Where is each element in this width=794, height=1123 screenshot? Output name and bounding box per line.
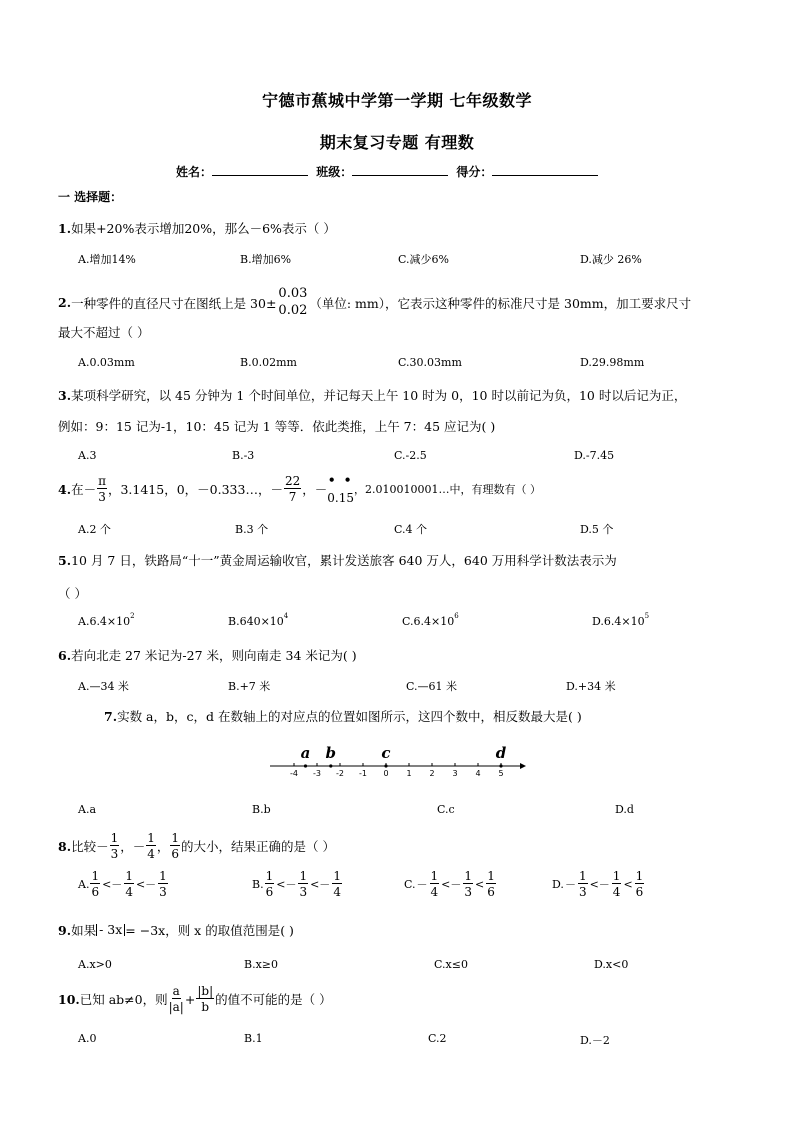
question-text: 若向北走 27 米记为-27 米，则向南走 34 米记为( ) bbox=[71, 648, 357, 663]
q3-option-d[interactable]: D.-7.45 bbox=[574, 449, 615, 462]
numerator: 22 bbox=[284, 474, 301, 488]
fraction bbox=[90, 870, 100, 898]
option-text: B.640×10 bbox=[228, 615, 284, 628]
q1-option-d[interactable]: D.减少 26% bbox=[580, 253, 642, 266]
operator: < bbox=[623, 877, 633, 891]
denominator: 4 bbox=[333, 885, 341, 899]
q7-option-c[interactable]: C.c bbox=[437, 803, 455, 816]
question-1 bbox=[58, 219, 336, 237]
denominator: 3 bbox=[299, 885, 308, 899]
fraction-abs-b-over-b bbox=[196, 985, 214, 1013]
q5-option-d[interactable] bbox=[592, 612, 650, 628]
text-segment: ，－ bbox=[120, 839, 146, 854]
denominator: 4 bbox=[147, 847, 155, 861]
operator: < bbox=[475, 877, 485, 891]
numerator: 1 bbox=[612, 869, 621, 883]
tick-label: 0 bbox=[383, 769, 389, 778]
denominator: 3 bbox=[578, 885, 587, 899]
question-9 bbox=[58, 921, 294, 939]
q10-option-c[interactable]: C.2 bbox=[428, 1032, 447, 1045]
question-7 bbox=[104, 707, 582, 725]
operator: <－ bbox=[310, 878, 331, 891]
exponent: 5 bbox=[644, 612, 650, 620]
denominator: 7 bbox=[288, 490, 297, 504]
question-number: 6. bbox=[58, 648, 72, 663]
repeating-decimal bbox=[327, 474, 354, 504]
fraction bbox=[298, 870, 308, 898]
fraction bbox=[578, 870, 588, 898]
question-number: 8. bbox=[58, 838, 72, 854]
operator: <－ bbox=[102, 878, 123, 891]
numerator: 1 bbox=[91, 869, 100, 883]
q5-option-b[interactable] bbox=[228, 612, 289, 628]
q9-option-d[interactable]: D.x<0 bbox=[594, 958, 629, 971]
question-text: 一种零件的直径尺寸在图纸上是 30± bbox=[71, 295, 277, 311]
absolute-value: - 3x bbox=[96, 924, 125, 937]
tick-label: -3 bbox=[313, 769, 321, 778]
fraction bbox=[146, 832, 156, 860]
q10-option-a[interactable]: A.0 bbox=[78, 1032, 97, 1045]
question-2 bbox=[58, 286, 691, 320]
question-8 bbox=[58, 832, 335, 860]
point-label-c: c bbox=[381, 744, 391, 762]
fraction bbox=[612, 870, 622, 898]
denominator: 6 bbox=[171, 847, 180, 861]
tick-label: 3 bbox=[452, 769, 458, 778]
question-5-line2: （ ） bbox=[58, 586, 87, 601]
question-2-line2: 最大不超过（ ） bbox=[58, 325, 150, 340]
tick-label: 1 bbox=[406, 769, 412, 778]
exam-title: 宁德市蕉城中学第一学期 七年级数学 bbox=[261, 91, 533, 110]
question-number: 3. bbox=[58, 388, 72, 403]
q3-option-a[interactable]: A.3 bbox=[78, 449, 97, 462]
question-number: 10. bbox=[58, 991, 80, 1007]
fraction bbox=[110, 832, 120, 860]
student-info-row bbox=[176, 163, 598, 180]
text-segment: ，－ bbox=[302, 482, 328, 497]
option-label: D. bbox=[552, 877, 564, 891]
text-segment: 如果 bbox=[71, 923, 97, 938]
tick-label: -2 bbox=[336, 769, 344, 778]
fraction bbox=[486, 870, 496, 898]
numerator: a bbox=[172, 984, 180, 998]
numerator: 1 bbox=[110, 831, 119, 845]
q8-option-c[interactable] bbox=[404, 870, 497, 898]
point-label-b: b bbox=[325, 744, 337, 762]
class-label: 班级： bbox=[316, 165, 353, 179]
q4-option-a[interactable]: A.2 个 bbox=[78, 523, 111, 536]
text-segment: ，3.1415，0，－0.333…，－ bbox=[107, 482, 283, 497]
q6-option-a[interactable]: A.—34 米 bbox=[78, 680, 129, 693]
text-segment: 的值不可能的是（ ） bbox=[215, 992, 332, 1007]
text-segment: 在－ bbox=[71, 482, 97, 497]
repeat-value: 0.15 bbox=[327, 491, 354, 505]
denominator: 6 bbox=[265, 885, 274, 899]
q2-option-a[interactable]: A.0.03mm bbox=[78, 356, 135, 369]
tick-label: 2 bbox=[429, 769, 435, 778]
exponent: 6 bbox=[454, 612, 459, 620]
name-label: 姓名： bbox=[176, 165, 213, 179]
q4-option-d[interactable]: D.5 个 bbox=[580, 523, 614, 536]
text-segment: = −3x，则 x 的取值范围是( ) bbox=[125, 923, 294, 938]
q1-option-b[interactable]: B.增加6% bbox=[240, 253, 292, 266]
q5-option-c[interactable] bbox=[402, 612, 459, 628]
question-10 bbox=[58, 985, 332, 1013]
q9-option-c[interactable]: C.x≤0 bbox=[434, 958, 468, 971]
q2-option-d[interactable]: D.29.98mm bbox=[580, 356, 645, 369]
score-blank[interactable] bbox=[492, 165, 598, 176]
numerator: 1 bbox=[487, 869, 495, 883]
numerator: 1 bbox=[578, 869, 587, 883]
question-text: 10 月 7 日，铁路局“十一”黄金周运输收官，累计发送旅客 640 万人，640 万用科学计数法表示为 bbox=[71, 553, 617, 568]
denominator: 3 bbox=[98, 490, 106, 504]
question-text: 如果+20%表示增加20%，那么－6%表示（ ） bbox=[71, 221, 336, 236]
tolerance bbox=[278, 286, 307, 320]
q9-option-a[interactable]: A.x>0 bbox=[78, 958, 112, 971]
class-blank[interactable] bbox=[352, 165, 448, 176]
tick-label: -4 bbox=[290, 769, 298, 778]
question-4 bbox=[58, 474, 541, 504]
text-segment: ， bbox=[156, 839, 170, 854]
point-a bbox=[304, 764, 307, 767]
question-text-cont: （单位: mm），它表示这种零件的标准尺寸是 30mm，加工要求尺寸 bbox=[309, 295, 692, 311]
question-5 bbox=[58, 551, 617, 569]
question-text: 某项科学研究，以 45 分钟为 1 个时间单位，并记每天上午 10 时为 0，10 时以前记为负，10 时以后记为正， bbox=[71, 388, 687, 403]
q7-option-b[interactable]: B.b bbox=[252, 803, 271, 816]
q8-option-a[interactable] bbox=[78, 870, 169, 898]
question-number: 5. bbox=[58, 553, 72, 568]
text-segment: ，2.010010001…中，有理数有（ ） bbox=[353, 483, 541, 496]
operator: <－ bbox=[589, 878, 610, 891]
numerator: 1 bbox=[265, 869, 274, 883]
numerator: 1 bbox=[147, 831, 155, 845]
q6-option-b[interactable]: B.+7 米 bbox=[228, 680, 271, 693]
option-text: D.6.4×10 bbox=[592, 615, 645, 628]
option-label: B. bbox=[252, 877, 264, 891]
numerator: 1 bbox=[171, 831, 180, 845]
numerator: 1 bbox=[333, 869, 341, 883]
operator: － bbox=[564, 878, 576, 891]
q2-option-c[interactable]: C.30.03mm bbox=[398, 356, 462, 369]
exam-subtitle: 期末复习专题 有理数 bbox=[319, 133, 475, 152]
question-number: 7. bbox=[104, 709, 118, 724]
plus-sign: + bbox=[184, 991, 196, 1007]
fraction bbox=[170, 832, 180, 860]
numerator: π bbox=[98, 474, 106, 488]
q6-option-c[interactable]: C.—61 米 bbox=[406, 680, 458, 693]
point-label-a: a bbox=[300, 744, 311, 762]
q10-option-d[interactable]: D.－2 bbox=[580, 1034, 610, 1047]
operator: <－ bbox=[135, 878, 157, 891]
q7-option-d[interactable]: D.d bbox=[615, 803, 634, 816]
numerator: 1 bbox=[430, 869, 439, 883]
tolerance-upper: 0.03 bbox=[278, 286, 308, 301]
question-number: 9. bbox=[58, 922, 72, 938]
fraction-pi-over-3 bbox=[97, 475, 107, 503]
denominator: 3 bbox=[110, 847, 119, 861]
option-text: C.6.4×10 bbox=[402, 615, 455, 628]
q7-option-a[interactable]: A.a bbox=[78, 803, 96, 816]
section-heading: 一 选择题： bbox=[58, 190, 123, 204]
operator: － bbox=[416, 878, 428, 891]
q4-option-c[interactable]: C.4 个 bbox=[394, 523, 428, 536]
denominator: 3 bbox=[464, 885, 473, 899]
fraction-a-over-abs-a bbox=[169, 985, 184, 1013]
fraction bbox=[635, 870, 645, 898]
denominator: 6 bbox=[91, 885, 100, 899]
denominator: 6 bbox=[635, 885, 644, 899]
question-text: 实数 a，b，c，d 在数轴上的对应点的位置如图所示，这四个数中，相反数最大是( ) bbox=[117, 709, 582, 724]
q4-option-b[interactable]: B.3 个 bbox=[235, 523, 269, 536]
score-label: 得分： bbox=[456, 165, 493, 179]
q1-option-c[interactable]: C.减少6% bbox=[398, 253, 449, 266]
fraction bbox=[158, 870, 168, 898]
denominator: 3 bbox=[159, 885, 167, 899]
option-label: C. bbox=[404, 877, 416, 891]
operator: <－ bbox=[441, 878, 462, 891]
tick-label: 4 bbox=[475, 769, 481, 778]
q6-option-d[interactable]: D.+34 米 bbox=[566, 680, 616, 693]
denominator: 4 bbox=[612, 885, 621, 899]
q8-option-d[interactable] bbox=[552, 870, 645, 898]
fraction bbox=[430, 870, 440, 898]
question-3 bbox=[58, 386, 686, 404]
text-segment: 比较－ bbox=[71, 839, 109, 854]
denominator: b bbox=[201, 1000, 210, 1014]
q1-option-a[interactable]: A.增加14% bbox=[78, 253, 136, 266]
option-label: A. bbox=[78, 877, 90, 891]
text-segment: 已知 ab≠0，则 bbox=[79, 992, 168, 1007]
q3-option-c[interactable]: C.-2.5 bbox=[394, 449, 427, 462]
numerator: 1 bbox=[159, 869, 167, 883]
question-number: 1. bbox=[58, 221, 72, 236]
tick-label: 5 bbox=[498, 769, 504, 778]
fraction-22-over-7 bbox=[284, 475, 301, 503]
exponent: 4 bbox=[283, 612, 289, 620]
point-b bbox=[329, 764, 332, 767]
fraction bbox=[332, 870, 342, 898]
numerator: 1 bbox=[464, 869, 473, 883]
q5-option-a[interactable] bbox=[78, 612, 135, 628]
question-number: 4. bbox=[58, 481, 72, 497]
tolerance-lower: 0.02 bbox=[278, 302, 308, 318]
operator: <－ bbox=[276, 878, 297, 891]
q9-option-b[interactable]: B.x≥0 bbox=[244, 958, 278, 971]
number-line-arrow bbox=[520, 763, 526, 769]
fraction bbox=[265, 870, 275, 898]
point-label-d: d bbox=[495, 744, 507, 762]
tick-label: -1 bbox=[359, 769, 367, 778]
point-c bbox=[384, 764, 387, 767]
fraction bbox=[463, 870, 473, 898]
text-segment: 的大小，结果正确的是（ ） bbox=[181, 839, 336, 854]
name-blank[interactable] bbox=[212, 165, 308, 176]
point-d bbox=[499, 764, 502, 767]
question-6 bbox=[58, 646, 357, 664]
question-3-line2: 例如：9：15 记为-1，10：45 记为 1 等等．依此类推，上午 7：45 应记为( ) bbox=[58, 419, 496, 434]
q10-option-b[interactable]: B.1 bbox=[244, 1032, 263, 1045]
exponent: 2 bbox=[130, 612, 135, 620]
q8-option-b[interactable] bbox=[252, 870, 343, 898]
numerator: 1 bbox=[635, 869, 644, 883]
denominator: |a| bbox=[168, 1000, 184, 1014]
numerator: 1 bbox=[125, 869, 133, 883]
fraction bbox=[124, 870, 134, 898]
q2-option-b[interactable]: B.0.02mm bbox=[240, 356, 297, 369]
numerator: 1 bbox=[299, 869, 308, 883]
q3-option-b[interactable]: B.-3 bbox=[232, 449, 255, 462]
denominator: 4 bbox=[125, 885, 133, 899]
repeat-dots: • • bbox=[327, 473, 354, 487]
numerator: |b| bbox=[197, 984, 214, 998]
denominator: 6 bbox=[487, 885, 495, 899]
question-number: 2. bbox=[58, 295, 72, 311]
option-text: A.6.4×10 bbox=[78, 615, 131, 628]
number-line-figure bbox=[268, 738, 528, 780]
denominator: 4 bbox=[430, 885, 439, 899]
